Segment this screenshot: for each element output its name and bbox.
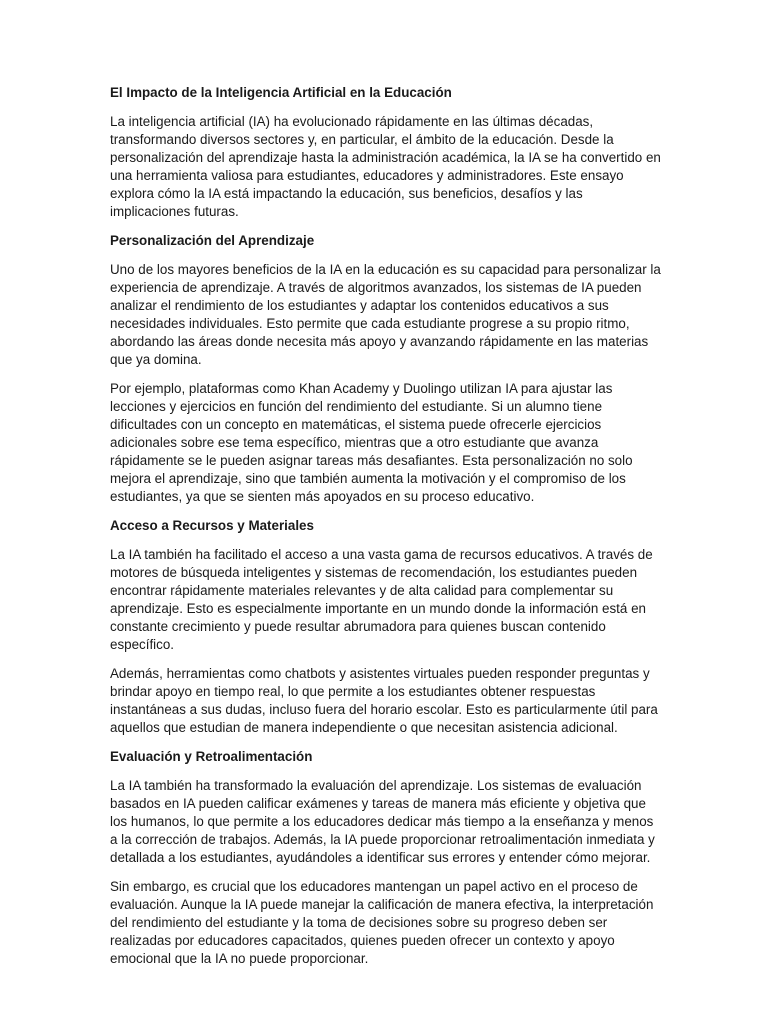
intro-paragraph: La inteligencia artificial (IA) ha evolucionado rápidamente en las últimas décadas, transformando diversos sectores y, en particular, el ámbito de la educación. Desde la personalización del aprendizaje hasta la administración académica, la IA se ha convertido en una herramienta valiosa para estudiantes, educadores y administradores. Este ensayo explora cómo la IA está impactando la educación, sus beneficios, desafíos y las implicaciones futuras. bbox=[110, 114, 661, 219]
paragraph: Uno de los mayores beneficios de la IA en la educación es su capacidad para personalizar la experiencia de aprendizaje. A través de algoritmos avanzados, los sistemas de IA pueden analizar el rendimiento de los estudiantes y adaptar los contenidos educativos a sus necesidades individuales. Esto permite que cada estudiante progrese a su propio ritmo, abordando las áreas donde necesita más apoyo y avanzando rápidamente en las materias que ya domina. bbox=[110, 262, 661, 367]
document-page bbox=[110, 84, 662, 979]
section-heading-personalizacion: Personalización del Aprendizaje bbox=[110, 233, 315, 248]
section-heading-evaluacion: Evaluación y Retroalimentación bbox=[110, 749, 313, 764]
paragraph: La IA también ha transformado la evaluación del aprendizaje. Los sistemas de evaluación basados en IA pueden calificar exámenes y tareas de manera más eficiente y objetiva que los humanos, lo que permite a los educadores dedicar más tiempo a la enseñanza y menos a la corrección de trabajos. Además, la IA puede proporcionar retroalimentación inmediata y detallada a los estudiantes, ayudándoles a identificar sus errores y entender cómo mejorar. bbox=[110, 778, 655, 865]
paragraph: La IA también ha facilitado el acceso a una vasta gama de recursos educativos. A través de motores de búsqueda inteligentes y sistemas de recomendación, los estudiantes pueden encontrar rápidamente materiales relevantes y de alta calidad para complementar su aprendizaje. Esto es especialmente importante en un mundo donde la información está en constante crecimiento y puede resultar abrumadora para quienes buscan contenido específico. bbox=[110, 547, 653, 652]
paragraph: Además, herramientas como chatbots y asistentes virtuales pueden responder preguntas y brindar apoyo en tiempo real, lo que permite a los estudiantes obtener respuestas instantáneas a sus dudas, incluso fuera del horario escolar. Esto es particularmente útil para aquellos que estudian de manera independiente o que necesitan asistencia adicional. bbox=[110, 666, 658, 735]
paragraph: Sin embargo, es crucial que los educadores mantengan un papel activo en el proceso de evaluación. Aunque la IA puede manejar la calificación de manera efectiva, la interpretación del rendimiento del estudiante y la toma de decisiones sobre su progreso deben ser realizadas por educadores capacitados, quienes pueden ofrecer un contexto y apoyo emocional que la IA no puede proporcionar. bbox=[110, 879, 654, 966]
section-heading-acceso: Acceso a Recursos y Materiales bbox=[110, 518, 314, 533]
paragraph: Por ejemplo, plataformas como Khan Academy y Duolingo utilizan IA para ajustar las lecciones y ejercicios en función del rendimiento del estudiante. Si un alumno tiene dificultades con un concepto en matemáticas, el sistema puede ofrecerle ejercicios adicionales sobre ese tema específico, mientras que a otro estudiante que avanza rápidamente se le pueden asignar tareas más desafiantes. Esta personalización no solo mejora el aprendizaje, sino que también aumenta la motivación y el compromiso de los estudiantes, ya que se sienten más apoyados en su proceso educativo. bbox=[110, 381, 633, 504]
document-title: El Impacto de la Inteligencia Artificial en la Educación bbox=[110, 85, 452, 100]
